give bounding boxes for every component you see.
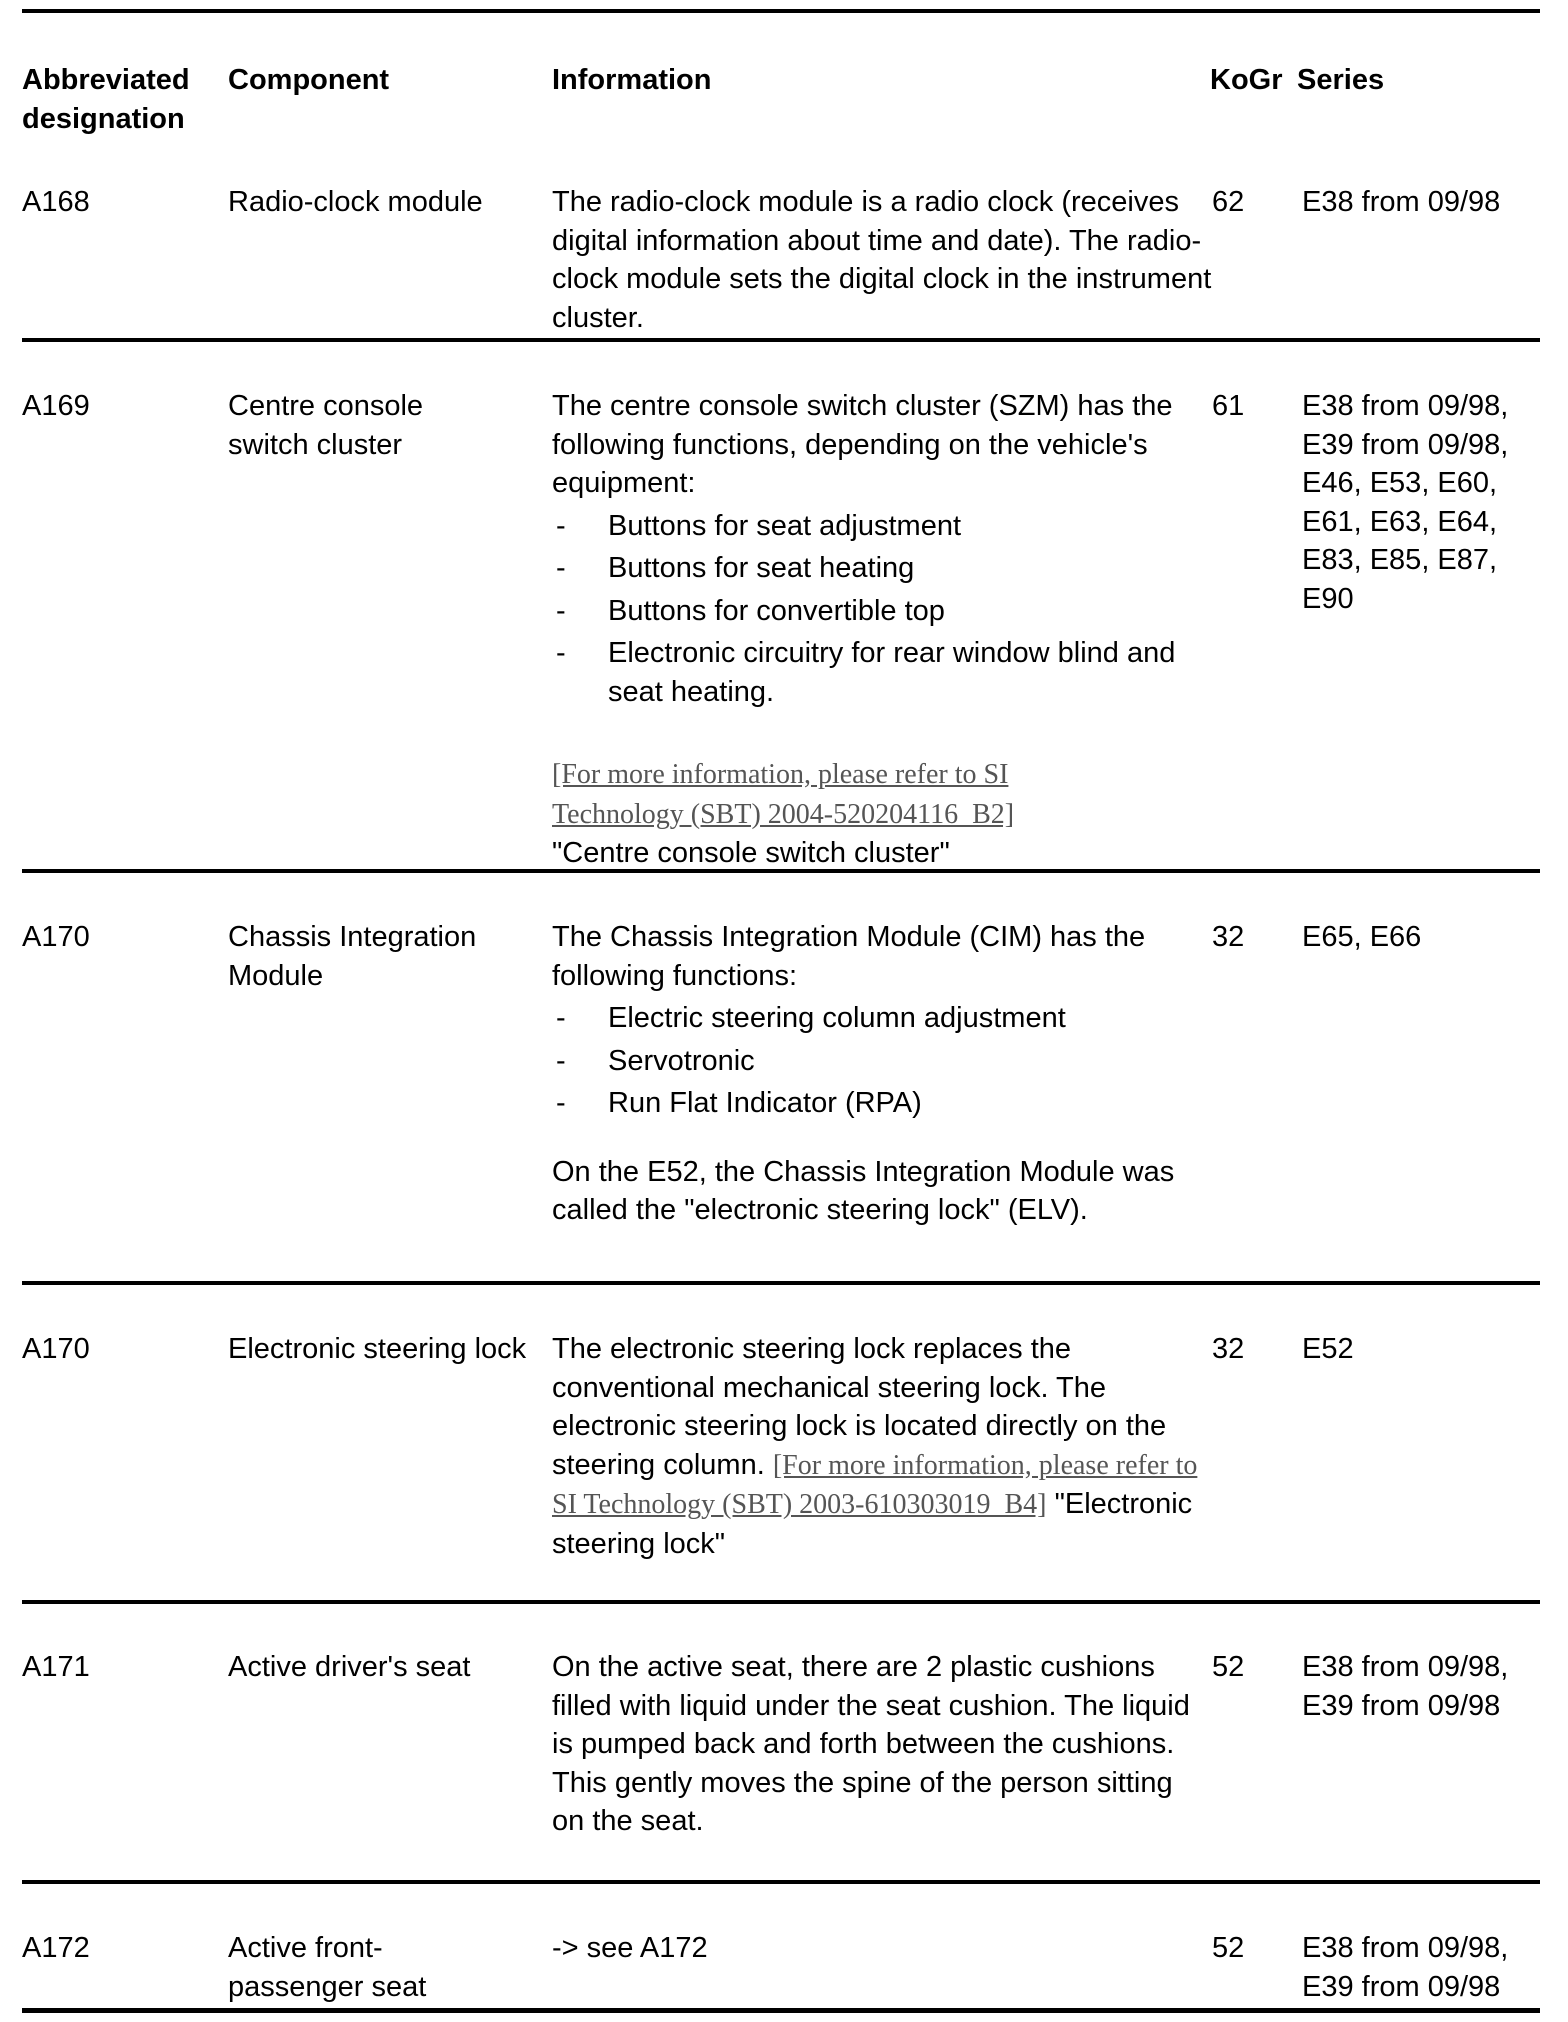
link-caption: "Centre console switch cluster" [552,837,950,869]
list-item: - Electronic circuitry for rear window blind and seat heating. [552,634,1212,711]
series-cell: E38 from 09/98 [1302,186,1501,218]
information-cell: The radio-clock module is a radio clock (receives digital information about time and date). The radio-clock module sets the digital clock in the instrument cluster. [552,186,1212,334]
list-item: - Run Flat Indicator (RPA) [552,1084,1212,1123]
list-item: - Buttons for seat heating [552,549,1212,588]
information-cell [552,918,1212,1230]
component-cell: Electronic steering lock [228,1333,527,1365]
function-list [552,999,1212,1123]
abbrev-cell: A169 [22,390,90,422]
information-cell [552,1330,1212,1563]
abbrev-cell: A168 [22,186,90,218]
series-cell: E38 from 09/98, E39 from 09/98 [1302,1651,1509,1722]
component-cell: Active front-passenger seat [228,1932,427,2003]
abbrev-cell: A170 [22,921,90,953]
si-technology-link[interactable]: [For more information, please refer to SI Technology (SBT) 2003-610303019_B4] [552,1449,1198,1520]
row-divider [22,869,1540,873]
list-item: - Servotronic [552,1042,1212,1081]
information-cell [552,387,1212,873]
top-rule [22,9,1540,13]
information-text: The centre console switch cluster (SZM) has the following functions, depending on the vehicle's equipment: [552,390,1173,499]
series-cell: E38 from 09/98, E39 from 09/98 [1302,1932,1509,2003]
component-cell: Chassis Integration Module [228,921,477,992]
component-cell: Active driver's seat [228,1651,471,1683]
series-cell: E65, E66 [1302,921,1422,953]
header-component: Component [228,64,390,96]
series-cell: E52 [1302,1333,1354,1365]
list-item: - Electric steering column adjustment [552,999,1212,1038]
row-divider [22,1281,1540,1285]
kogr-cell: 62 [1212,186,1245,218]
information-cell: On the active seat, there are 2 plastic cushions filled with liquid under the seat cushion. The liquid is pumped back and forth between the cushions. This gently moves the spine of the person sitting on the seat. [552,1651,1190,1837]
function-list [552,507,1212,712]
component-cell: Centre console switch cluster [228,390,424,461]
row-divider [22,1600,1540,1604]
information-cell: -> see A172 [552,1932,708,1964]
component-cell: Radio-clock module [228,186,483,218]
row-divider [22,338,1540,342]
kogr-cell: 32 [1212,921,1245,953]
header-abbreviated-designation: Abbreviated designation [22,64,190,135]
abbrev-cell: A170 [22,1333,90,1365]
list-item: - Buttons for seat adjustment [552,507,1212,546]
series-cell: E38 from 09/98, E39 from 09/98, E46, E53, E60, E61, E63, E64, E83, E85, E87, E90 [1302,390,1509,615]
kogr-cell: 52 [1212,1932,1245,1964]
list-item: - Buttons for convertible top [552,592,1212,631]
information-text: The electronic steering lock replaces the conventional mechanical steering lock. The electronic steering lock is located directly on the steering column. [552,1333,1167,1481]
si-technology-link[interactable]: [For more information, please refer to SI Technology (SBT) 2004-520204116_B2] [552,759,1015,830]
information-note: On the E52, the Chassis Integration Module was called the "electronic steering lock" (ELV). [552,1155,1175,1226]
row-divider [22,1880,1540,1884]
header-kogr: KoGr [1210,64,1283,96]
abbrev-cell: A171 [22,1651,90,1683]
information-text: The Chassis Integration Module (CIM) has the following functions: [552,921,1146,992]
link-caption: "Electronic steering lock" [552,1488,1193,1560]
bottom-rule [22,2008,1540,2013]
abbrev-cell: A172 [22,1932,90,1964]
header-series: Series [1297,64,1385,96]
kogr-cell: 61 [1212,390,1245,422]
kogr-cell: 52 [1212,1651,1245,1683]
header-information: Information [552,64,712,96]
kogr-cell: 32 [1212,1333,1245,1365]
